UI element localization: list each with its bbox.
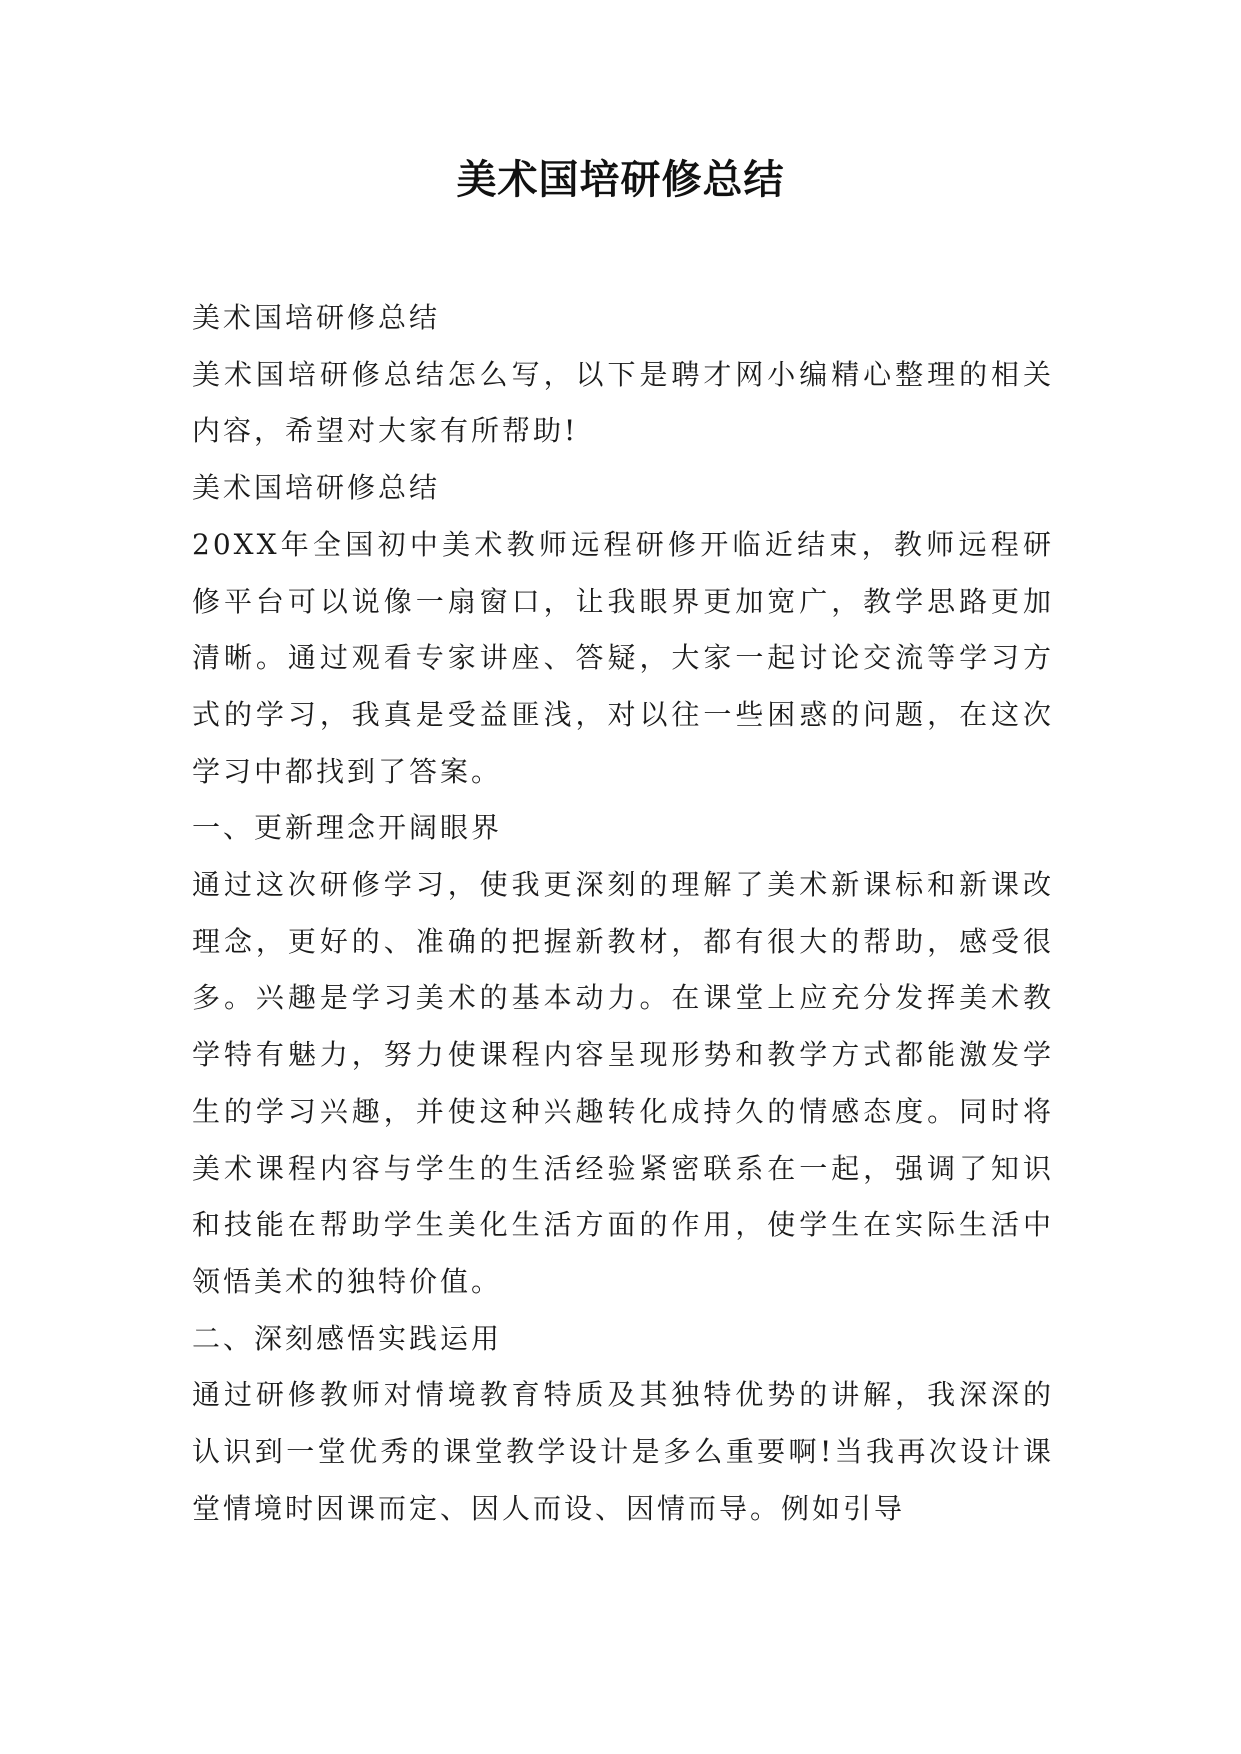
section-heading-2: 二、深刻感悟实践运用: [192, 1321, 503, 1355]
paragraph-heading-repeat: 美术国培研修总结: [192, 301, 441, 334]
paragraph-intro: 美术国培研修总结怎么写，以下是聘才网小编精心整理的相关内容，希望对大家有所帮助!: [192, 357, 1054, 448]
document-title: 美术国培研修总结: [456, 156, 785, 203]
document-body: [192, 290, 1054, 1537]
paragraph-overview: 20XX年全国初中美术教师远程研修开临近结束，教师远程研修平台可以说像一扇窗口，让我眼界更加宽广，教学思路更加清晰。通过观看专家讲座、答疑，大家一起讨论交流等学习方式的学习，我真是受益匪浅，对以往一些困惑的问题，在这次学习中都找到了答案。: [192, 527, 1054, 788]
paragraph-subtitle: 美术国培研修总结: [192, 471, 441, 505]
paragraph-section-1: 通过这次研修学习，使我更深刻的理解了美术新课标和新课改理念，更好的、准确的把握新教材，都有很大的帮助，感受很多。兴趣是学习美术的基本动力。在课堂上应充分发挥美术教学特有魅力，努力使课程内容呈现形势和教学方式都能激发学生的学习兴趣，并使这种兴趣转化成持久的情感态度。同时将美术课程内容与学生的生活经验紧密联系在一起，强调了知识和技能在帮助学生美化生活方面的作用，使学生在实际生活中领悟美术的独特价值。: [192, 868, 1054, 1298]
section-heading-1: 一、更新理念开阔眼界: [192, 811, 503, 845]
paragraph-section-2: 通过研修教师对情境教育特质及其独特优势的讲解，我深深的认识到一堂优秀的课堂教学设计是多么重要啊!当我再次设计课堂情境时因课而定、因人而设、因情而导。例如引导: [192, 1378, 1054, 1525]
